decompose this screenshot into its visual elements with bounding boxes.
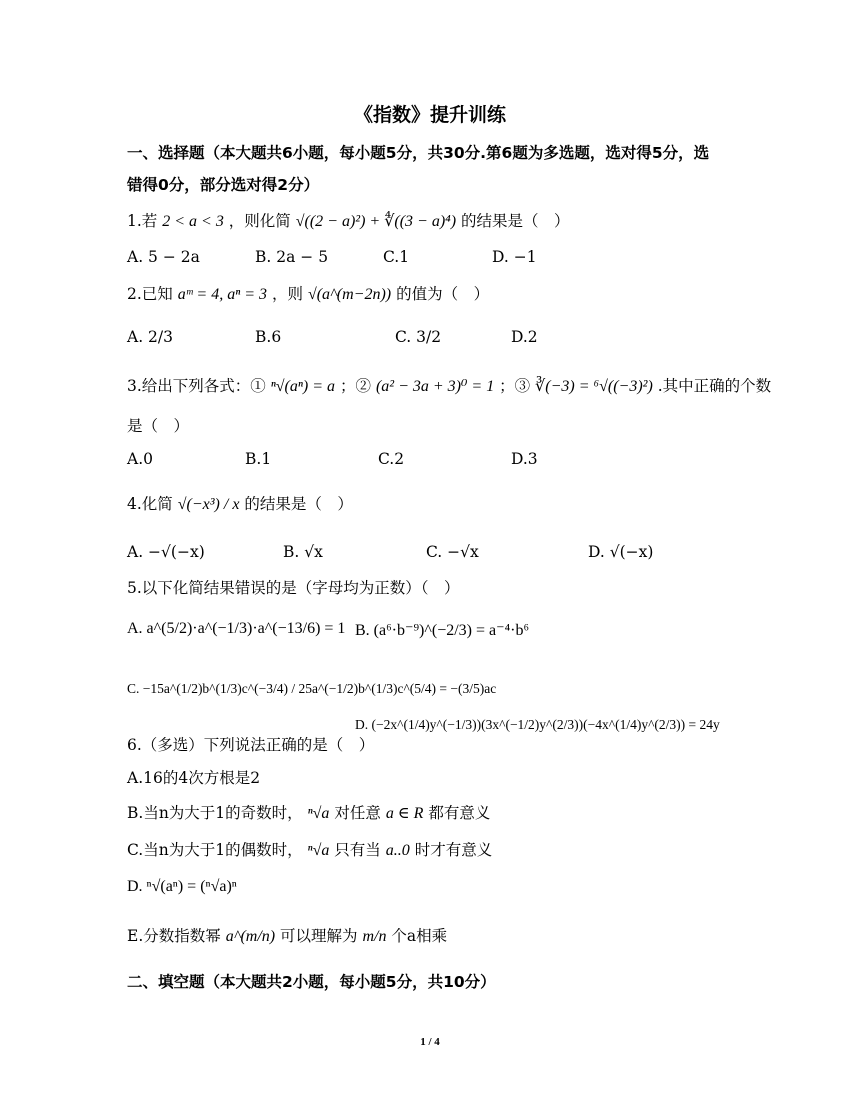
q3-expr3: ∛(−3) = ⁶√((−3)²) [535,378,653,395]
question-4-stem [127,494,353,515]
q3-line2: 是（ ） [127,417,190,435]
q6-e-expr: a^(m/n) [225,928,276,945]
q5-option-b: B. (a⁶·b⁻⁹)^(−2/3) = a⁻⁴·b⁶ [355,622,530,639]
q3-sep2: ；③ [499,377,531,395]
section2-header: 二、填空题（本大题共2小题，每小题5分，共10分） [127,973,496,991]
question-3-stem-line1 [127,376,771,397]
q3-expr2: (a² − 3a + 3)⁰ = 1 [375,378,495,395]
q6-b-expr: ⁿ√a [307,805,330,822]
q6-e-prefix: E.分数指数幂 [127,927,221,945]
q3-line1: 3.给出下列各式：① [127,377,266,395]
q6-b-set: a ∈ R [385,805,424,822]
q4-option-a: A. −√(−x) [127,543,205,561]
q6-e-mid: 可以理解为 [280,927,358,945]
q4-option-c: C. −√x [426,543,479,561]
q2-option-b: B.6 [255,328,282,346]
question-2-stem [127,284,489,305]
q4-option-d: D. √(−x) [588,543,654,561]
q6-option-e [127,926,447,947]
question-1-stem [127,211,570,232]
q6-c-cond: a..0 [385,842,410,859]
q6-c-post: 时才有意义 [414,841,493,859]
q5-option-a: A. a^(5/2)·a^(−1/3)·a^(−13/6) = 1 [127,620,346,637]
q2-expression: √(a^(m−2n)) [307,286,392,303]
q6-b-prefix: B.当n为大于1的奇数时， [127,804,303,822]
q1-option-a: A. 5 − 2a [127,248,200,266]
q1-option-c: C.1 [383,248,410,266]
q6-c-expr: ⁿ√a [307,842,330,859]
q6-b-post: 都有意义 [428,804,491,822]
q1-prefix: 1.若 [127,212,158,230]
q4-prefix: 4.化简 [127,495,173,513]
section1-header-line2: 错得0分，部分选对得2分） [127,176,320,194]
q3-tail: .其中正确的个数 [657,377,772,395]
question-5-stem: 5.以下化简结果错误的是（字母均为正数）（ ） [127,579,460,597]
q6-option-b [127,803,490,824]
q6-c-prefix: C.当n为大于1的偶数时， [127,841,303,859]
q2-suffix: 的值为（ ） [396,285,490,303]
q1-mid: ，则化简 [228,212,291,230]
q6-option-c [127,840,492,861]
page-title: 《指数》提升训练 [353,104,506,126]
q6-e-fraction: m/n [362,928,387,945]
section1-header-line1: 一、选择题（本大题共6小题，每小题5分，共30分.第6题为多选题，选对得5分，选 [127,144,710,162]
question-6-stem: 6.（多选）下列说法正确的是（ ） [127,736,375,754]
q4-suffix: 的结果是（ ） [244,495,353,513]
q6-c-mid: 只有当 [334,841,381,859]
q6-option-d: D. ⁿ√(aⁿ) = (ⁿ√a)ⁿ [127,878,237,895]
q2-option-a: A. 2/3 [127,328,173,346]
q2-prefix: 2.已知 [127,285,173,303]
q2-option-d: D.2 [511,328,538,346]
q6-b-mid: 对任意 [334,804,381,822]
q1-condition: 2 < a < 3 [162,213,224,230]
q1-expression: √((2 − a)²) + ∜((3 − a)⁴) [295,213,457,230]
q5-option-c: C. −15a^(1/2)b^(1/3)c^(−3/4) / 25a^(−1/2)b^(1/3)c^(5/4) = −(3/5)ac [127,681,497,696]
q3-expr1: ⁿ√(aⁿ) = a [270,378,336,395]
q3-sep1: ；② [339,377,371,395]
q4-option-b: B. √x [283,543,323,561]
q4-expression: √(−x³) / x [177,496,240,513]
q1-suffix: 的结果是（ ） [461,212,570,230]
q3-option-c: C.2 [378,450,405,468]
q3-option-a: A.0 [127,450,153,468]
q3-option-d: D.3 [511,450,538,468]
q5-option-d: D. (−2x^(1/4)y^(−1/3))(3x^(−1/2)y^(2/3))(−4x^(1/4)y^(2/3)) = 24y [355,717,720,732]
q1-option-d: D. −1 [492,248,537,266]
q6-option-a: A.16的4次方根是2 [127,769,261,787]
q6-e-post: 个a相乘 [391,927,448,945]
q1-option-b: B. 2a − 5 [255,248,329,266]
q2-condition: aᵐ = 4, aⁿ = 3 [177,286,268,303]
q2-mid: ，则 [271,285,303,303]
page-number: 1 / 4 [420,1036,440,1048]
q3-option-b: B.1 [245,450,272,468]
q2-option-c: C. 3/2 [395,328,442,346]
